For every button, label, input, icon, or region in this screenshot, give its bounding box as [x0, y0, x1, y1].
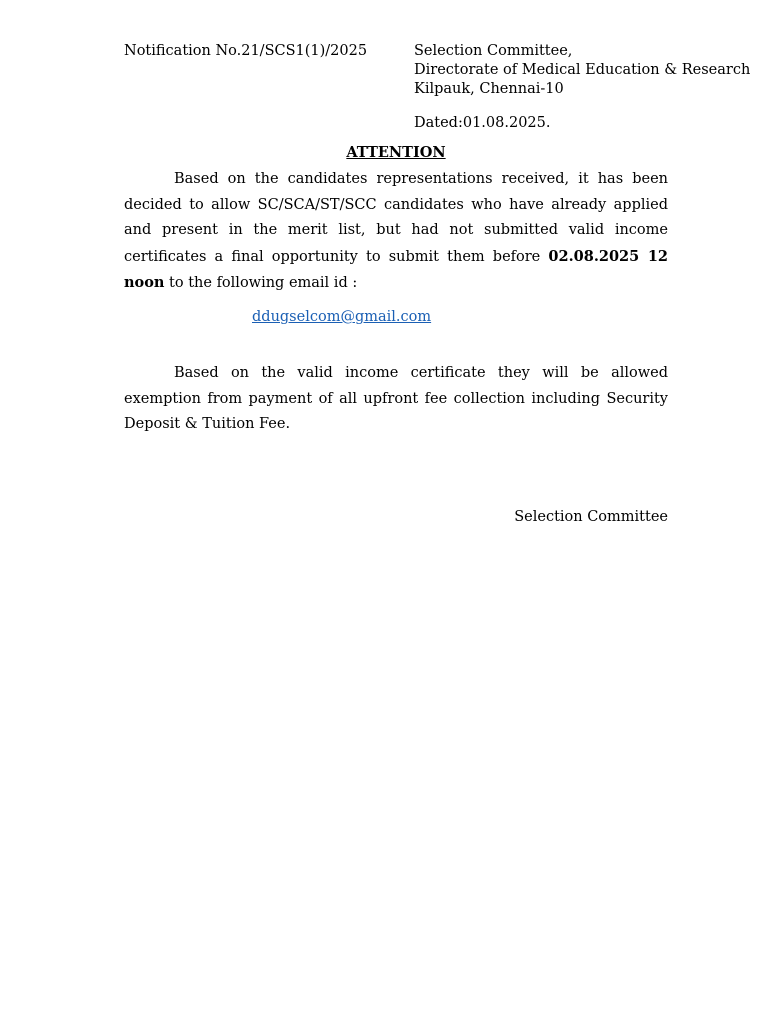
paragraph-text-end: to the following email id : [164, 275, 358, 291]
paragraph-text: Based on the valid income certificate they will be allowed exemption from payment of all upfront fee collection including Security Deposit & Tuition Fee. [124, 365, 668, 432]
paragraph-exemption-notice [124, 361, 668, 438]
paragraph-submission-notice [124, 167, 668, 297]
deadline-text: 02.08.2025 12 noon [124, 247, 668, 291]
signature-block: Selection Committee [514, 509, 668, 525]
notification-number: Notification No.21/SCS1(1)/2025 [124, 43, 368, 59]
email-link[interactable]: ddugselcom@gmail.com [252, 309, 432, 325]
notice-date: Dated:01.08.2025. [414, 115, 551, 131]
address-line-2: Directorate of Medical Education & Research [414, 62, 751, 78]
notice-heading: ATTENTION [346, 144, 446, 161]
sender-address [414, 42, 750, 99]
address-line-1: Selection Committee, [414, 43, 573, 59]
address-line-3: Kilpauk, Chennai-10 [414, 81, 564, 97]
paragraph-text: Based on the candidates representations received, it has been decided to allow SC/SCA/ST/SCC candidates who have already applied and present in the merit list, but had not submitted valid income certificates a final opportunity to submit them before [124, 171, 668, 265]
